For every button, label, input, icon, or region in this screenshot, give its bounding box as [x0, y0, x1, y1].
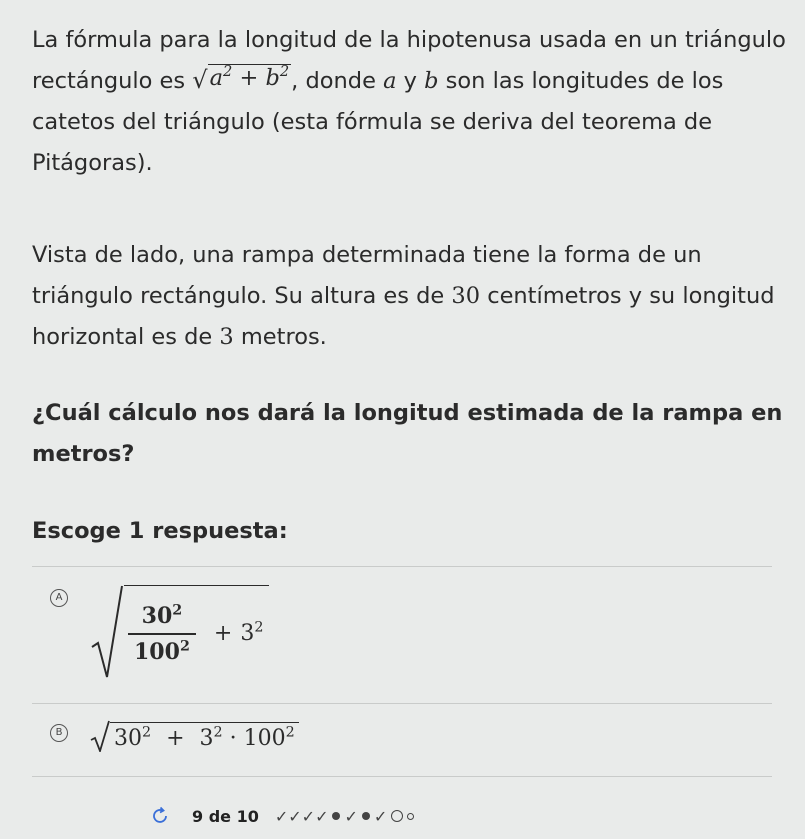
hypotenuse-formula: √ $a^2 + b^2$ [192, 63, 290, 94]
progress-check-icon: ✓ [344, 806, 358, 826]
numerator-base: 30 [141, 602, 173, 629]
var-a: a [383, 68, 397, 94]
context-text-1: Vista de lado, una rampa determinada tiene la forma de un triángulo rectángulo. Su altura es de [32, 242, 702, 309]
radical-sign-icon [90, 720, 110, 752]
progress-pending-icon [407, 813, 414, 820]
progress-indicator [275, 807, 414, 826]
question-intro [32, 20, 792, 184]
context-text-3: metros. [233, 324, 327, 350]
option-a-radio[interactable]: A [50, 589, 68, 607]
option-a-fraction [128, 603, 196, 665]
question-prompt: ¿Cuál cálculo nos dará la longitud estimada de la rampa en metros? [32, 400, 783, 467]
question-context [32, 235, 792, 358]
formula-plus: + [232, 65, 266, 91]
var-b: b [424, 68, 439, 94]
formula-exp: 2 [279, 63, 290, 81]
option-b-term3-exp: 2 [285, 723, 295, 740]
option-b-term3-base: 100 [243, 725, 286, 751]
intro-y: y [396, 68, 425, 94]
context-text-2: centímetros y su longitud horizontal es de [32, 283, 775, 350]
numerator-exp: 2 [172, 601, 183, 618]
option-b-radio[interactable]: B [50, 724, 68, 742]
question-counter: 9 de 10 [192, 806, 259, 826]
progress-current-icon [391, 810, 403, 822]
length-value: 3 [219, 324, 234, 350]
option-a[interactable] [50, 585, 269, 681]
option-a-plus: + [213, 621, 233, 646]
progress-footer [150, 806, 414, 826]
divider [32, 776, 772, 777]
intro-text-2: , donde [291, 68, 384, 94]
formula-b: b [265, 65, 280, 91]
intro-text-3: son las longitudes de los catetos del triángulo (esta fórmula se deriva del teorema de Pitágoras). [32, 68, 724, 176]
option-b-term2-exp: 2 [213, 723, 223, 740]
option-b-times: · [229, 725, 237, 751]
divider [32, 566, 772, 567]
progress-checks: ✓✓✓✓ [274, 806, 329, 826]
height-value: 30 [451, 283, 481, 309]
option-b-term2-base: 3 [199, 725, 214, 751]
intro-text-1: La fórmula para la longitud de la hipotenusa usada en un triángulo rectángulo es [32, 27, 786, 94]
option-b-plus: + [166, 725, 185, 751]
radical-sign-icon [90, 585, 124, 681]
option-a-term-base: 3 [240, 621, 255, 646]
refresh-icon[interactable] [150, 806, 170, 826]
progress-check-icon: ✓ [373, 806, 388, 826]
divider [32, 703, 772, 704]
option-b[interactable] [50, 720, 299, 752]
option-a-term-exp: 2 [254, 619, 264, 636]
answer-instruction: Escoge 1 respuesta: [32, 518, 288, 544]
denominator-base: 100 [134, 638, 180, 665]
progress-dot-icon [332, 812, 340, 820]
option-b-term1-base: 30 [114, 725, 142, 751]
option-b-expression [90, 720, 299, 752]
progress-dot-icon [362, 812, 370, 820]
denominator-exp: 2 [179, 637, 190, 654]
option-a-expression [90, 585, 269, 681]
option-b-term1-exp: 2 [142, 723, 152, 740]
formula-a: a [209, 65, 223, 91]
